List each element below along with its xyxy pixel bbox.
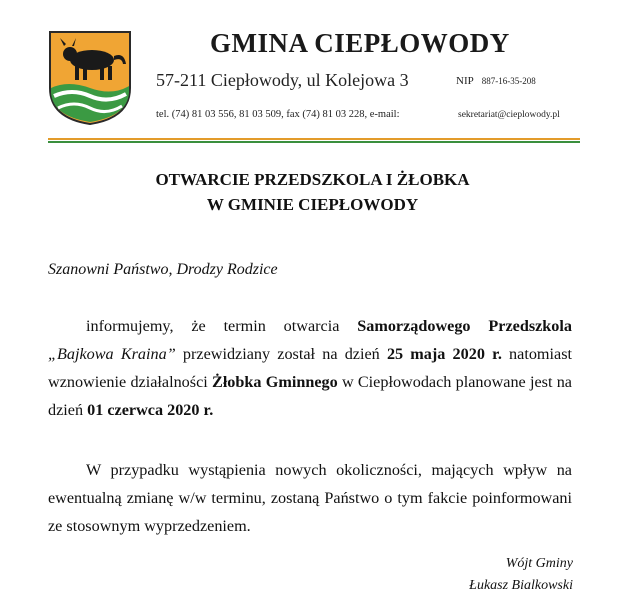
signature-name: Łukasz Bialkowski (469, 578, 573, 593)
municipality-title: GMINA CIEPŁOWODY (210, 28, 510, 58)
greeting: Szanowni Państwo, Drodzy Rodzice (48, 261, 278, 278)
p1-preschool-name: Samorządowego Przedszkola (357, 317, 572, 335)
p1-preschool-date: 25 maja 2020 r. (386, 345, 502, 363)
document-heading-line2: W GMINIE CIEPŁOWODY (206, 195, 419, 214)
document-heading-line1: OTWARCIE PRZEDSZKOLA I ŻŁOBKA (155, 170, 470, 189)
p1-text-5: w Ciepłowodach planowane jest na dzień (48, 373, 572, 419)
p1-text-3: przewidziany został na dzień (175, 345, 387, 363)
nip-label: NIP (456, 75, 474, 87)
p1-nursery-date: 01 czerwca 2020 r. (87, 401, 214, 419)
office-address: 57-211 Ciepłowody, ul Kolejowa 3 (156, 70, 409, 90)
p1-text-1: informujemy, że termin otwarcia (86, 317, 358, 335)
nip-block (456, 75, 536, 87)
header-rule-green (48, 141, 580, 143)
nip-value: 887-16-35-208 (481, 76, 536, 86)
header-rule-orange (48, 138, 580, 140)
coat-of-arms-bull-icon (48, 30, 132, 126)
p1-preschool-title: „Bajkowa Kraina” (48, 345, 176, 363)
p1-text-4: natomiast wznowienie działalności (48, 345, 573, 391)
contact-phones: tel. (74) 81 03 556, 81 03 509, fax (74) 81 03 228, e-mail: (156, 109, 400, 120)
contact-email: sekretariat@cieplowody.pl (458, 110, 560, 120)
paragraph-announcement (48, 312, 572, 424)
signature-role: Wójt Gminy (505, 556, 573, 571)
paragraph-notice: W przypadku wystąpienia nowych okoliczności, mających wpływ na ewentualną zmianę w/w terminu, zostaną Państwo o tym fakcie poinformowani ze stosownym wyprzedzeniem. (48, 461, 572, 535)
p1-nursery-name: Żłobka Gminnego (212, 373, 338, 391)
